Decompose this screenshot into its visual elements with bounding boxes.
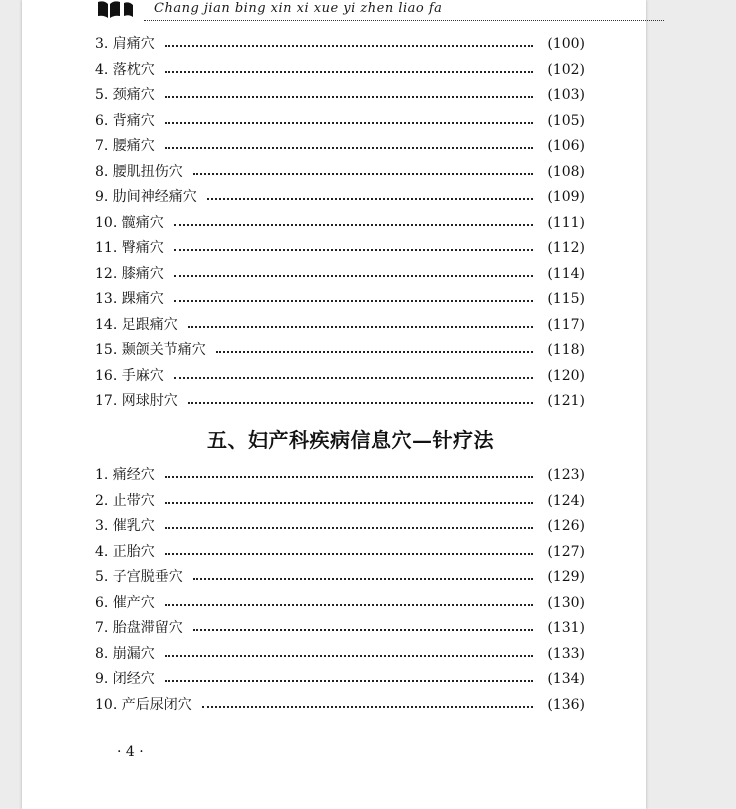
dot-leader (174, 224, 533, 226)
toc-entry-label: 9. 肋间神经痛穴 (95, 189, 197, 205)
dot-leader (216, 351, 533, 353)
toc-entry[interactable] (95, 364, 585, 390)
toc-entry-label: 5. 颈痛穴 (95, 87, 155, 103)
dot-leader (165, 476, 533, 478)
toc-entry-label: 16. 手麻穴 (95, 367, 164, 384)
toc-entry[interactable] (95, 693, 585, 719)
toc-entry-page-number: (121) (547, 393, 585, 409)
dot-leader (174, 377, 533, 379)
toc-entry-label: 11. 臀痛穴 (95, 240, 164, 256)
toc-entry-label: 15. 颞颌关节痛穴 (95, 342, 206, 358)
toc-entry-page-number: (131) (547, 620, 585, 636)
toc-entry-page-number: (118) (547, 342, 585, 358)
toc-entry[interactable] (95, 389, 585, 415)
dot-leader (165, 71, 533, 73)
toc-entry-label: 12. 膝痛穴 (95, 265, 164, 282)
toc-entry-label: 17. 网球肘穴 (95, 393, 178, 409)
toc-entry-label: 6. 背痛穴 (95, 112, 155, 129)
dot-leader (165, 147, 533, 149)
toc-entry[interactable] (95, 262, 585, 288)
toc-entry-page-number: (108) (547, 163, 585, 180)
toc-entry[interactable] (95, 236, 585, 262)
toc-entry[interactable] (95, 313, 585, 339)
toc-entry-label: 3. 催乳穴 (95, 518, 155, 534)
toc-entry-label: 7. 腰痛穴 (95, 138, 155, 154)
toc-entry-page-number: (117) (547, 316, 585, 333)
section-5-heading: 五、妇产科疾病信息穴—针疗法 (207, 428, 494, 452)
dot-leader (174, 275, 533, 277)
toc-entry[interactable] (95, 160, 585, 186)
toc-entry-page-number: (114) (547, 265, 585, 282)
toc-entry-page-number: (127) (547, 543, 585, 560)
toc-entry-page-number: (100) (547, 36, 585, 52)
document-page (22, 0, 646, 809)
dot-leader (165, 527, 533, 529)
dot-leader (165, 45, 533, 47)
toc-entry-page-number: (126) (547, 518, 585, 534)
toc-entry-label: 14. 足跟痛穴 (95, 316, 178, 333)
dot-leader (207, 198, 533, 200)
dot-leader (193, 629, 533, 631)
dot-leader (165, 96, 533, 98)
toc-section-5-list (95, 463, 585, 718)
toc-entry-label: 7. 胎盘滞留穴 (95, 620, 183, 636)
toc-entry-page-number: (103) (547, 87, 585, 103)
toc-entry-label: 8. 崩漏穴 (95, 645, 155, 662)
toc-entry-label: 4. 落枕穴 (95, 61, 155, 78)
dot-leader (174, 249, 533, 251)
toc-entry-label: 5. 子宫脱垂穴 (95, 569, 183, 585)
page-number: · 4 · (117, 744, 144, 760)
toc-entry[interactable] (95, 32, 585, 58)
toc-entry-page-number: (133) (547, 645, 585, 662)
toc-entry[interactable] (95, 109, 585, 135)
toc-entry[interactable] (95, 540, 585, 566)
dot-leader (165, 655, 533, 657)
toc-entry-label: 10. 髋痛穴 (95, 214, 164, 231)
toc-entry-page-number: (130) (547, 594, 585, 611)
toc-entry-page-number: (120) (547, 367, 585, 384)
toc-entry-page-number: (129) (547, 569, 585, 585)
dot-leader (174, 300, 533, 302)
toc-entry-label: 4. 正胎穴 (95, 543, 155, 560)
dot-leader (188, 402, 533, 404)
dot-leader (165, 502, 533, 504)
toc-entry[interactable] (95, 58, 585, 84)
toc-entry-label: 10. 产后尿闭穴 (95, 696, 192, 713)
dot-leader (165, 553, 533, 555)
toc-entry[interactable] (95, 514, 585, 540)
toc-entry[interactable] (95, 616, 585, 642)
toc-entry-page-number: (111) (547, 214, 585, 231)
dot-leader (193, 578, 533, 580)
toc-entry-page-number: (102) (547, 61, 585, 78)
toc-entry[interactable] (95, 185, 585, 211)
toc-entry-page-number: (112) (547, 240, 585, 256)
dot-leader (202, 706, 533, 708)
book-logo-icon (96, 0, 136, 20)
toc-entry-label: 2. 止带穴 (95, 492, 155, 509)
toc-entry-page-number: (136) (547, 696, 585, 713)
toc-entry-page-number: (123) (547, 467, 585, 483)
toc-entry-label: 3. 肩痛穴 (95, 36, 155, 52)
running-header (88, 0, 608, 22)
dot-leader (165, 604, 533, 606)
toc-entry[interactable] (95, 134, 585, 160)
running-head-text: Chang jian bing xin xi xue yi zhen liao fa (154, 1, 443, 16)
toc-entry-label: 6. 催产穴 (95, 594, 155, 611)
toc-entry-label: 8. 腰肌扭伤穴 (95, 163, 183, 180)
dot-leader (165, 680, 533, 682)
toc-entry[interactable] (95, 642, 585, 668)
toc-entry[interactable] (95, 287, 585, 313)
dot-leader (193, 173, 533, 175)
toc-section-4-list (95, 32, 585, 415)
toc-entry[interactable] (95, 565, 585, 591)
dot-leader (165, 122, 533, 124)
toc-entry[interactable] (95, 211, 585, 237)
toc-entry-page-number: (105) (547, 112, 585, 129)
toc-entry-page-number: (124) (547, 492, 585, 509)
toc-entry[interactable] (95, 667, 585, 693)
toc-entry[interactable] (95, 83, 585, 109)
toc-entry[interactable] (95, 338, 585, 364)
toc-entry-label: 9. 闭经穴 (95, 671, 155, 687)
dot-leader (188, 326, 533, 328)
toc-entry-page-number: (109) (547, 189, 585, 205)
toc-entry-page-number: (106) (547, 138, 585, 154)
toc-entry[interactable] (95, 489, 585, 515)
toc-entry-page-number: (115) (547, 291, 585, 307)
toc-entry[interactable] (95, 591, 585, 617)
toc-entry-page-number: (134) (547, 671, 585, 687)
header-divider (144, 20, 664, 21)
toc-entry-label: 1. 痛经穴 (95, 467, 155, 483)
toc-entry[interactable] (95, 463, 585, 489)
toc-entry-label: 13. 踝痛穴 (95, 291, 164, 307)
